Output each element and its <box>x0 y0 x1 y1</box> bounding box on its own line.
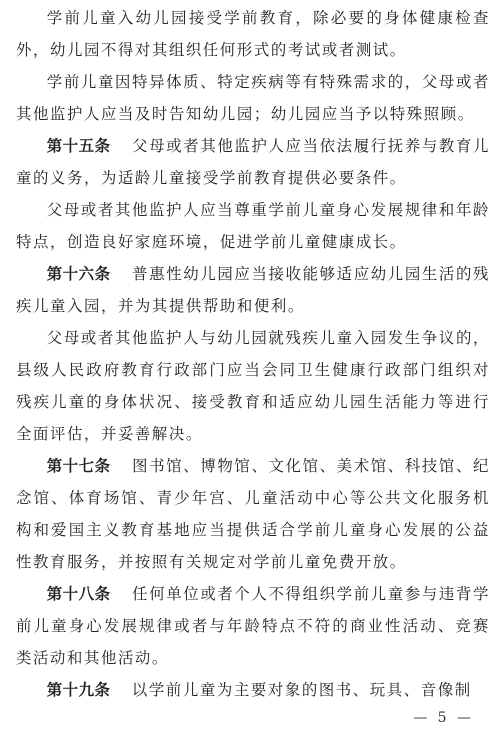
article-heading: 第十七条 <box>46 457 111 475</box>
paragraph-text: 以学前儿童为主要对象的图书、玩具、音像制 <box>131 681 472 699</box>
paragraph-text: 普惠性幼儿园应当接收能够适应幼儿园生活的残疾儿童入园，并为其提供帮助和便利。 <box>16 265 490 315</box>
article-paragraph <box>16 450 490 578</box>
article-heading: 第十六条 <box>46 265 111 283</box>
paragraph-text: 学前儿童因特异体质、特定疾病等有特殊需求的，父母或者其他监护人应当及时告知幼儿园；幼儿园应当予以特殊照顾。 <box>16 73 490 123</box>
article-heading: 第十五条 <box>46 137 111 155</box>
article-heading: 第十八条 <box>46 585 111 603</box>
paragraph-text: 任何单位或者个人不得组织学前儿童参与违背学前儿童身心发展规律或者与年龄特点不符的商业性活动、竞赛类活动和其他活动。 <box>16 585 490 667</box>
article-paragraph <box>16 674 490 706</box>
article-paragraph <box>16 258 490 322</box>
paragraph <box>16 2 490 66</box>
paragraph-text: 父母或者其他监护人与幼儿园就残疾儿童入园发生争议的，县级人民政府教育行政部门应当会同卫生健康行政部门组织对残疾儿童的身体状况、接受教育和适应幼儿园生活能力等进行全面评估，并妥善解决。 <box>16 329 490 443</box>
paragraph <box>16 194 490 258</box>
paragraph-text: 图书馆、博物馆、文化馆、美术馆、科技馆、纪念馆、体育场馆、青少年宫、儿童活动中心等公共文化服务机构和爱国主义教育基地应当提供适合学前儿童身心发展的公益性教育服务，并按照有关规定对学前儿童免费开放。 <box>16 457 490 571</box>
article-paragraph <box>16 130 490 194</box>
page-number: — 5 — <box>413 710 474 726</box>
document-body <box>16 0 490 706</box>
paragraph-text: 父母或者其他监护人应当尊重学前儿童身心发展规律和年龄特点，创造良好家庭环境，促进学前儿童健康成长。 <box>16 201 490 251</box>
paragraph-text: 学前儿童入幼儿园接受学前教育，除必要的身体健康检查外，幼儿园不得对其组织任何形式的考试或者测试。 <box>16 9 490 59</box>
article-heading: 第十九条 <box>46 681 111 699</box>
article-paragraph <box>16 578 490 674</box>
paragraph-text: 父母或者其他监护人应当依法履行抚养与教育儿童的义务，为适龄儿童接受学前教育提供必要条件。 <box>16 137 490 187</box>
paragraph <box>16 322 490 450</box>
paragraph <box>16 66 490 130</box>
